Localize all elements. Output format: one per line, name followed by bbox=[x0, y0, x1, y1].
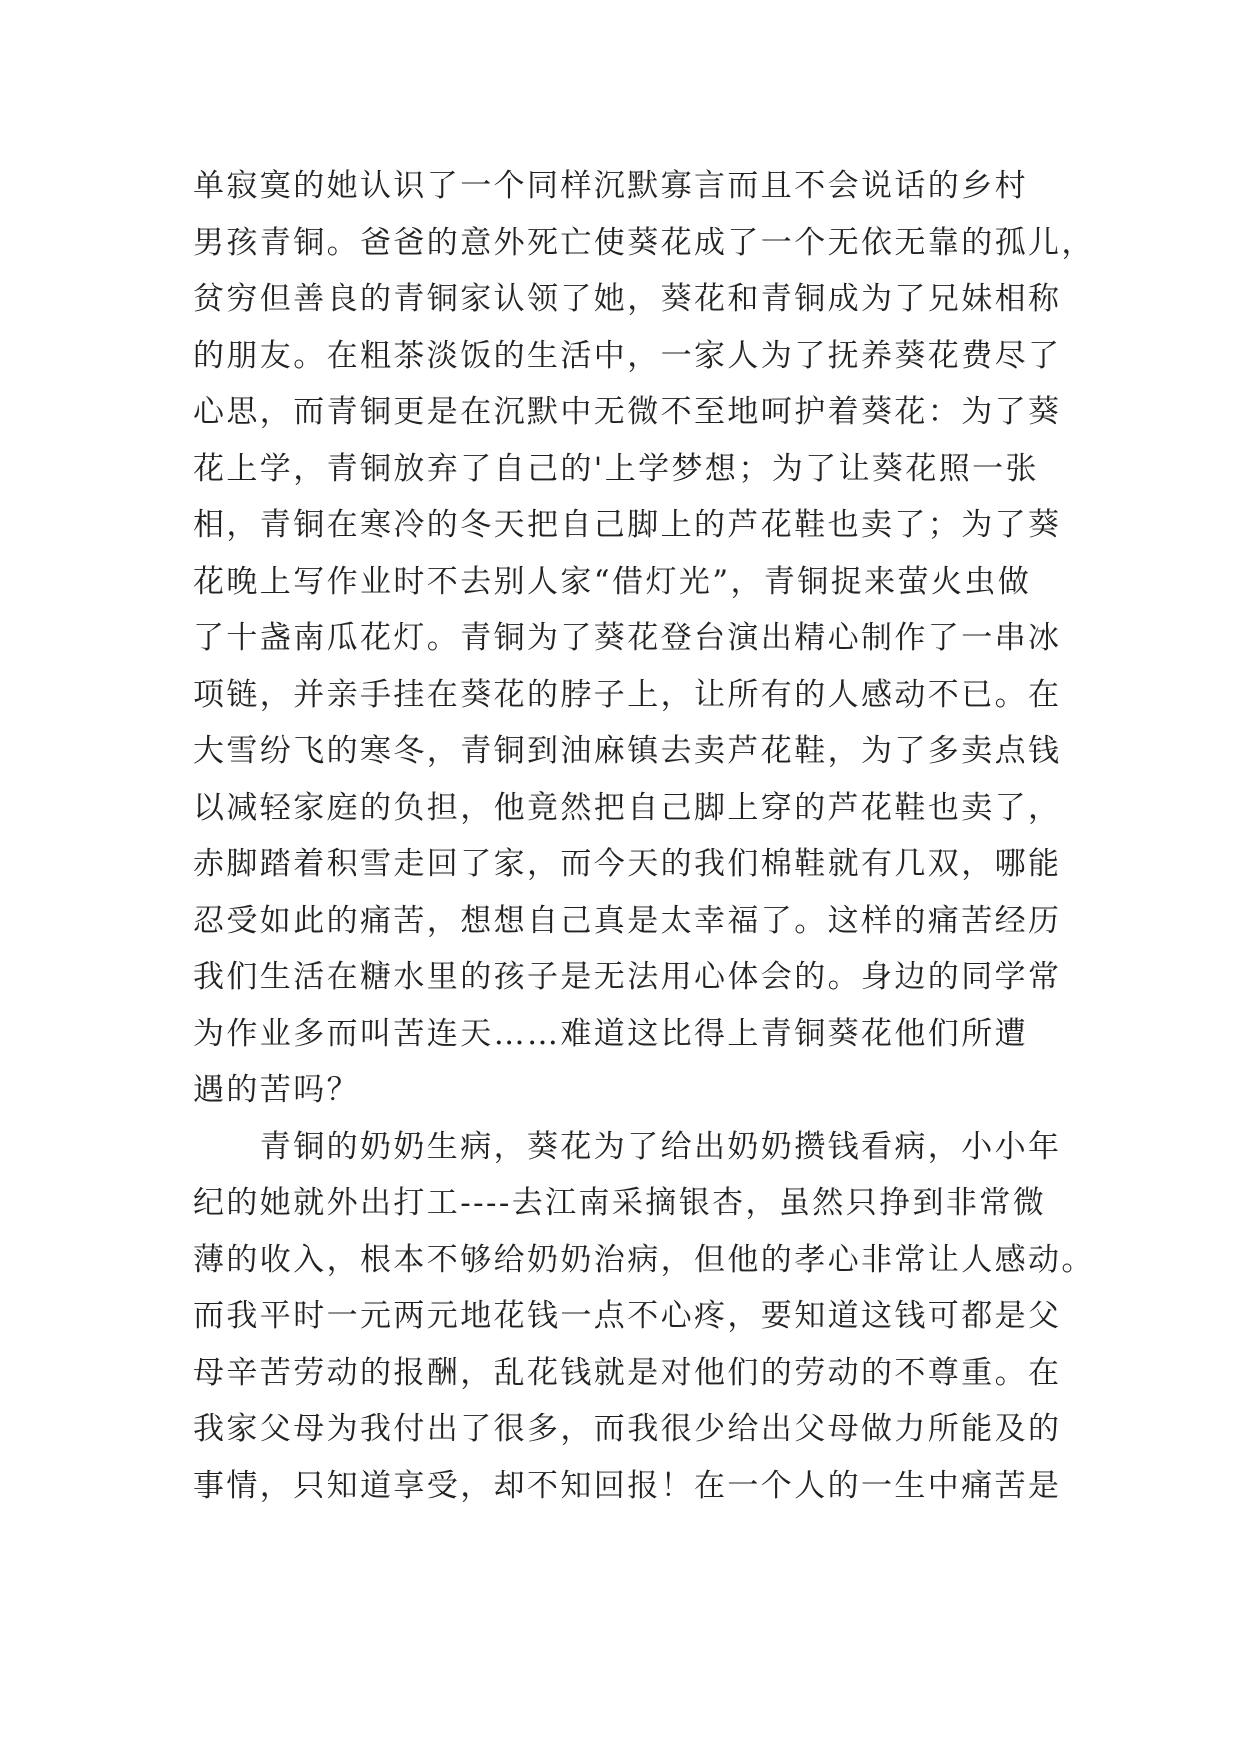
text-line: 单寂寞的她认识了一个同样沉默寡言而且不会说话的乡村 bbox=[193, 168, 1028, 204]
text-line: 遇的苦吗？ bbox=[193, 1072, 360, 1108]
text-line: 男孩青铜。爸爸的意外死亡使葵花成了一个无依无靠的孤儿， bbox=[193, 224, 1095, 261]
text-line: 我们生活在糖水里的孩子是无法用心体会的。身边的同学常 bbox=[193, 959, 1062, 995]
text-line: 青铜的奶奶生病，葵花为了给出奶奶攒钱看病，小小年 bbox=[193, 1128, 1062, 1165]
text-line: 母辛苦劳动的报酬，乱花钱就是对他们的劳动的不尊重。在 bbox=[193, 1354, 1062, 1391]
text-line: 贫穷但善良的青铜家认领了她，葵花和青铜成为了兄妹相称 bbox=[193, 281, 1062, 317]
text-line: 项链，并亲手挂在葵花的脖子上，让所有的人感动不已。在 bbox=[193, 676, 1062, 713]
text-line: 心思，而青铜更是在沉默中无微不至地呵护着葵花：为了葵 bbox=[193, 394, 1062, 430]
text-line: 事情，只知道享受，却不知回报！在一个人的一生中痛苦是 bbox=[193, 1467, 1062, 1504]
text-line: 薄的收入，根本不够给奶奶治病，但他的孝心非常让人感动。 bbox=[193, 1241, 1095, 1278]
text-line: 花晚上写作业时不去别人家“借灯光”，青铜捉来萤火虫做 bbox=[193, 563, 1032, 600]
text-line: 忍受如此的痛苦，想想自己真是太幸福了。这样的痛苦经历 bbox=[193, 902, 1062, 939]
text-line: 我家父母为我付出了很多，而我很少给出父母做力所能及的 bbox=[193, 1411, 1062, 1447]
text-line: 赤脚踏着积雪走回了家，而今天的我们棉鞋就有几双，哪能 bbox=[193, 846, 1062, 882]
text-line: 以减轻家庭的负担，他竟然把自己脚上穿的芦花鞋也卖了， bbox=[193, 789, 1062, 826]
text-line: 了十盏南瓜花灯。青铜为了葵花登台演出精心制作了一串冰 bbox=[193, 620, 1062, 656]
body-text bbox=[193, 158, 1095, 1514]
text-line: 大雪纷飞的寒冬，青铜到油麻镇去卖芦花鞋，为了多卖点钱 bbox=[193, 733, 1062, 769]
text-line: 花上学，青铜放弃了自己的'上学梦想；为了让葵花照一张 bbox=[193, 450, 1039, 487]
text-line: 的朋友。在粗茶淡饭的生活中，一家人为了抚养葵花费尽了 bbox=[193, 337, 1062, 374]
text-line: 纪的她就外出打工----去江南采摘银杏，虽然只挣到非常微 bbox=[193, 1185, 1047, 1221]
text-line: 相，青铜在寒冷的冬天把自己脚上的芦花鞋也卖了；为了葵 bbox=[193, 507, 1062, 543]
text-line: 而我平时一元两元地花钱一点不心疼，要知道这钱可都是父 bbox=[193, 1298, 1062, 1334]
text-line: 为作业多而叫苦连天……难道这比得上青铜葵花他们所遭 bbox=[193, 1015, 1028, 1052]
